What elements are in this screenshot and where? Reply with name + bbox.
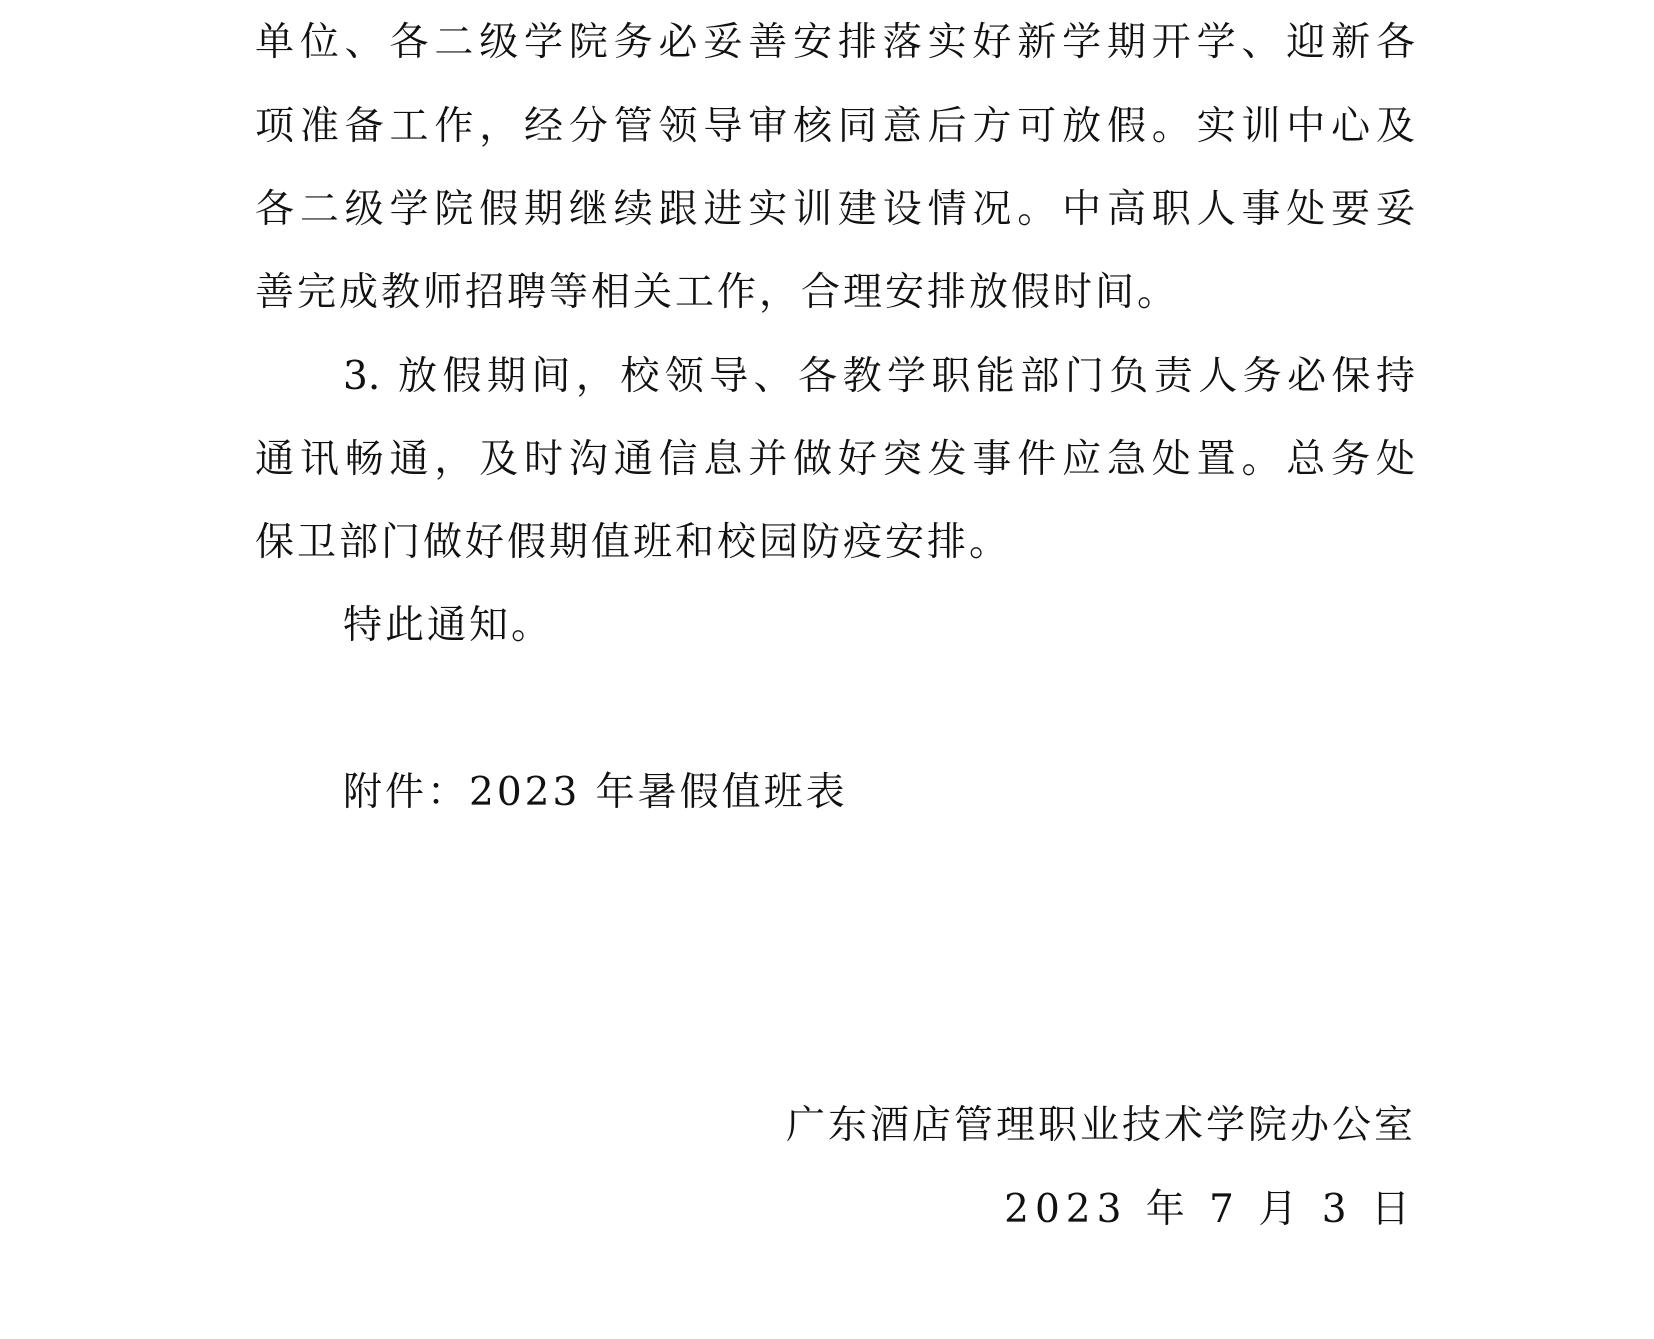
attachment-line: 附件：2023 年暑假值班表 (343, 770, 848, 815)
paragraph-2-line-3: 保卫部门做好假期值班和校园防疫安排。 (255, 520, 1012, 565)
closing-text: 特此通知。 (343, 603, 554, 648)
signature-date: 2023 年 7 月 3 日 (1004, 1187, 1416, 1232)
paragraph-2-line-1: 3. 放假期间，校领导、各教学职能部门负责人务必保持 (343, 354, 1415, 399)
paragraph-1-line-2: 项准备工作，经分管领导审核同意后方可放假。实训中心及 (255, 104, 1415, 149)
paragraph-1-line-1: 单位、各二级学院务必妥善安排落实好新学期开学、迎新各 (255, 20, 1415, 65)
paragraph-1-line-3: 各二级学院假期继续跟进实训建设情况。中高职人事处要妥 (255, 187, 1415, 232)
paragraph-2-line-2: 通讯畅通，及时沟通信息并做好突发事件应急处置。总务处 (255, 437, 1415, 482)
paragraph-1-line-4: 善完成教师招聘等相关工作，合理安排放假时间。 (255, 270, 1180, 315)
signature-organization: 广东酒店管理职业技术学院办公室 (785, 1103, 1416, 1148)
